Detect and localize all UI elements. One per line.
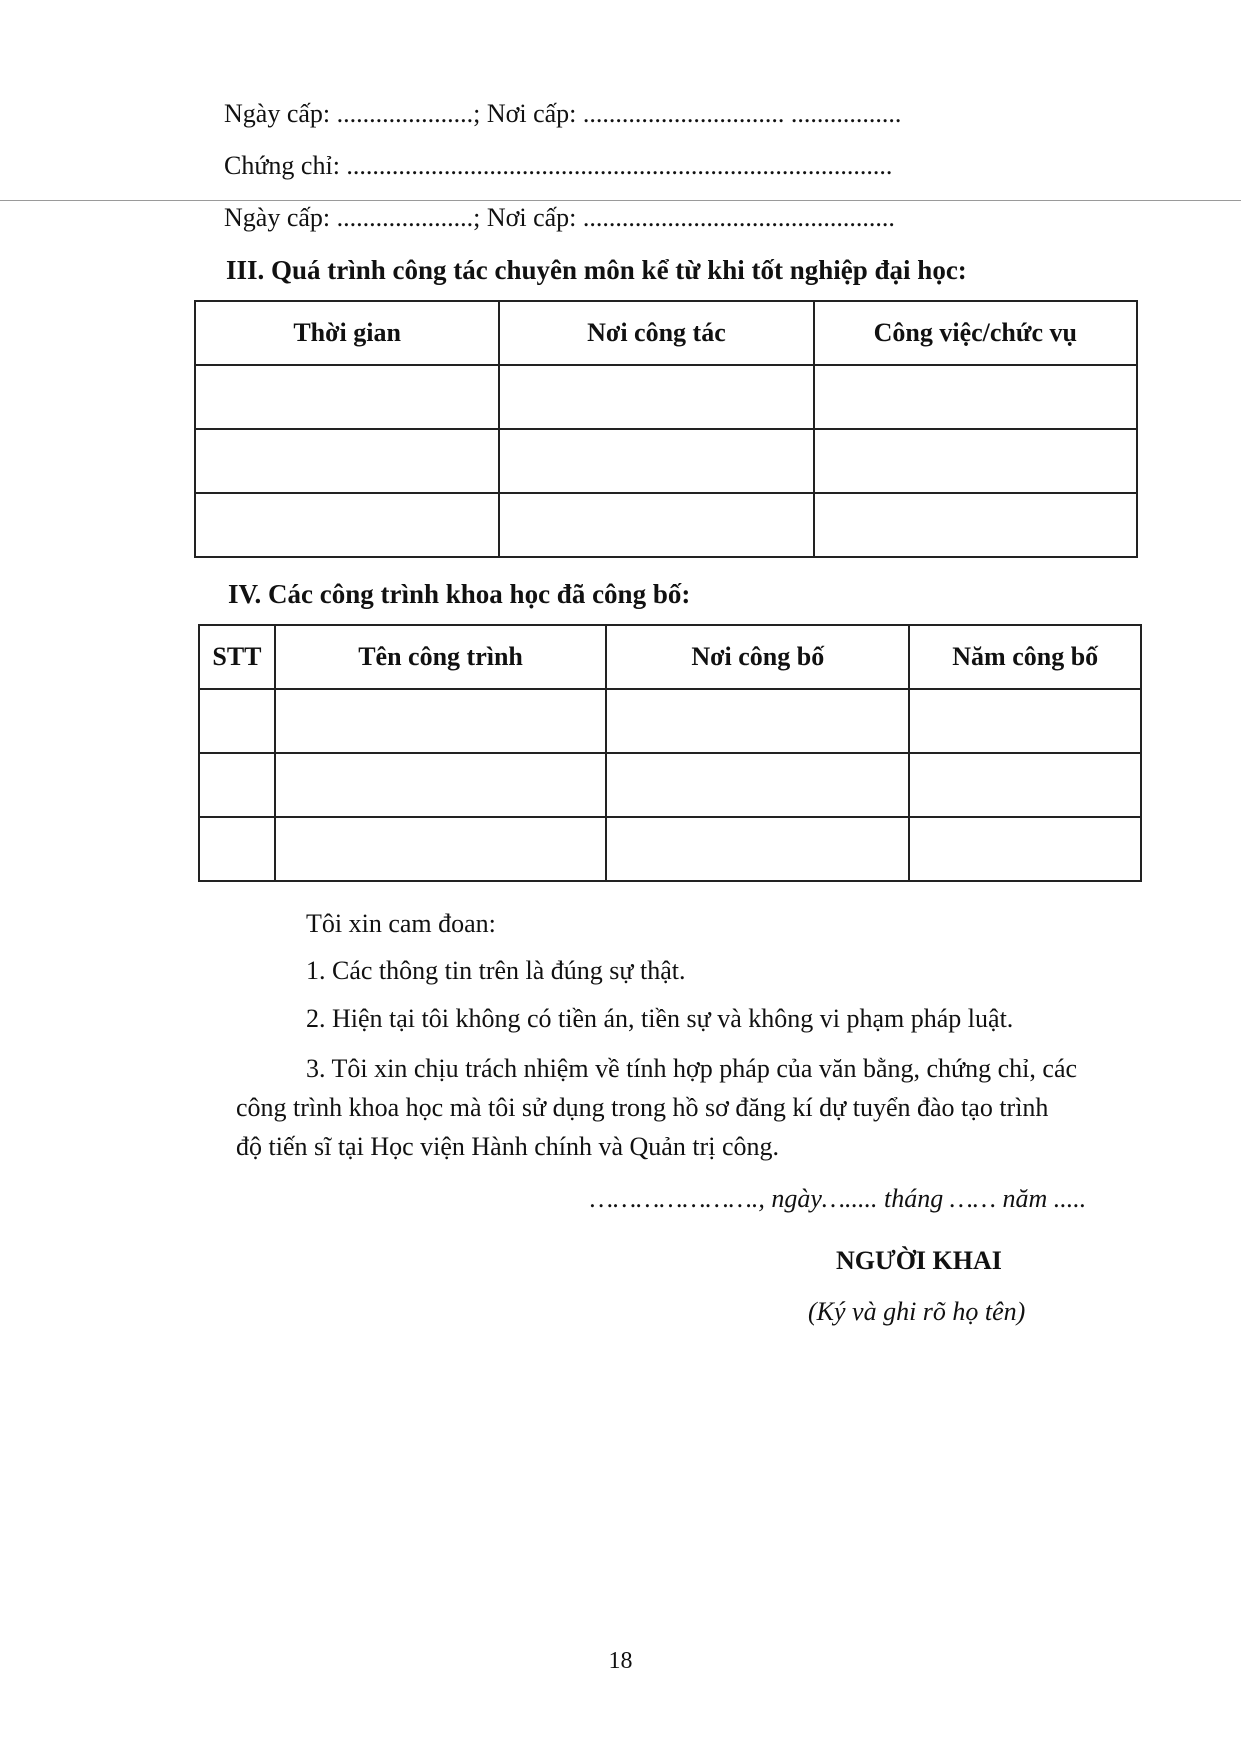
table-cell <box>275 817 606 881</box>
col-header-workplace: Nơi công tác <box>499 301 813 365</box>
table-row <box>195 493 1137 557</box>
signer-title: NGƯỜI KHAI <box>836 1246 1002 1275</box>
table-row <box>199 689 1141 753</box>
table-cell <box>275 753 606 817</box>
col-header-venue: Nơi công bố <box>606 625 909 689</box>
table-header-row <box>199 625 1141 689</box>
pledge-item-3-line3: độ tiến sĩ tại Học viện Hành chính và Quản trị công. <box>236 1132 779 1161</box>
publications-table <box>198 624 1142 882</box>
pledge-intro: Tôi xin cam đoan: <box>306 909 496 938</box>
table-cell <box>909 753 1141 817</box>
table-cell <box>606 817 909 881</box>
table-cell <box>814 429 1137 493</box>
table-cell <box>195 429 499 493</box>
table-cell <box>275 689 606 753</box>
pledge-item-1: 1. Các thông tin trên là đúng sự thật. <box>306 956 686 985</box>
table-cell <box>499 493 813 557</box>
pledge-item-3-line2: công trình khoa học mà tôi sử dụng trong hồ sơ đăng kí dự tuyển đào tạo trình <box>236 1093 1049 1122</box>
table-cell <box>814 493 1137 557</box>
signature-date-line: …………………., ngày…..... tháng …… năm ..... <box>590 1184 1087 1213</box>
table-row <box>199 817 1141 881</box>
pledge-item-3-line1: 3. Tôi xin chịu trách nhiệm về tính hợp pháp của văn bằng, chứng chỉ, các <box>306 1054 1078 1083</box>
table-cell <box>199 689 275 753</box>
table-row <box>195 429 1137 493</box>
col-header-index: STT <box>199 625 275 689</box>
table-cell <box>199 753 275 817</box>
cert2-line: Chứng chỉ: .................................................................................... <box>224 151 893 180</box>
table-cell <box>499 429 813 493</box>
table-cell <box>199 817 275 881</box>
table-cell <box>195 365 499 429</box>
table-row <box>195 365 1137 429</box>
table-cell <box>499 365 813 429</box>
col-header-position: Công việc/chức vụ <box>814 301 1137 365</box>
signature-note: (Ký và ghi rõ họ tên) <box>808 1297 1026 1326</box>
table-cell <box>814 365 1137 429</box>
work-history-table <box>194 300 1138 558</box>
col-header-title: Tên công trình <box>275 625 606 689</box>
section3-title: III. Quá trình công tác chuyên môn kể từ khi tốt nghiệp đại học: <box>226 255 967 285</box>
table-header-row <box>195 301 1137 365</box>
col-header-time: Thời gian <box>195 301 499 365</box>
page-number: 18 <box>608 1648 633 1674</box>
table-cell <box>606 753 909 817</box>
pledge-item-2: 2. Hiện tại tôi không có tiền án, tiền sự và không vi phạm pháp luật. <box>306 1004 1014 1033</box>
col-header-year: Năm công bố <box>909 625 1141 689</box>
table-row <box>199 753 1141 817</box>
table-cell <box>606 689 909 753</box>
section4-title: IV. Các công trình khoa học đã công bố: <box>228 579 691 609</box>
scan-edge-line <box>0 200 1241 201</box>
cert2-date-place-line: Ngày cấp: .....................; Nơi cấp: ................................................ <box>224 203 895 232</box>
table-cell <box>909 689 1141 753</box>
table-cell <box>195 493 499 557</box>
cert1-date-place-line: Ngày cấp: .....................; Nơi cấp: ............................... ................. <box>224 99 902 128</box>
table-cell <box>909 817 1141 881</box>
